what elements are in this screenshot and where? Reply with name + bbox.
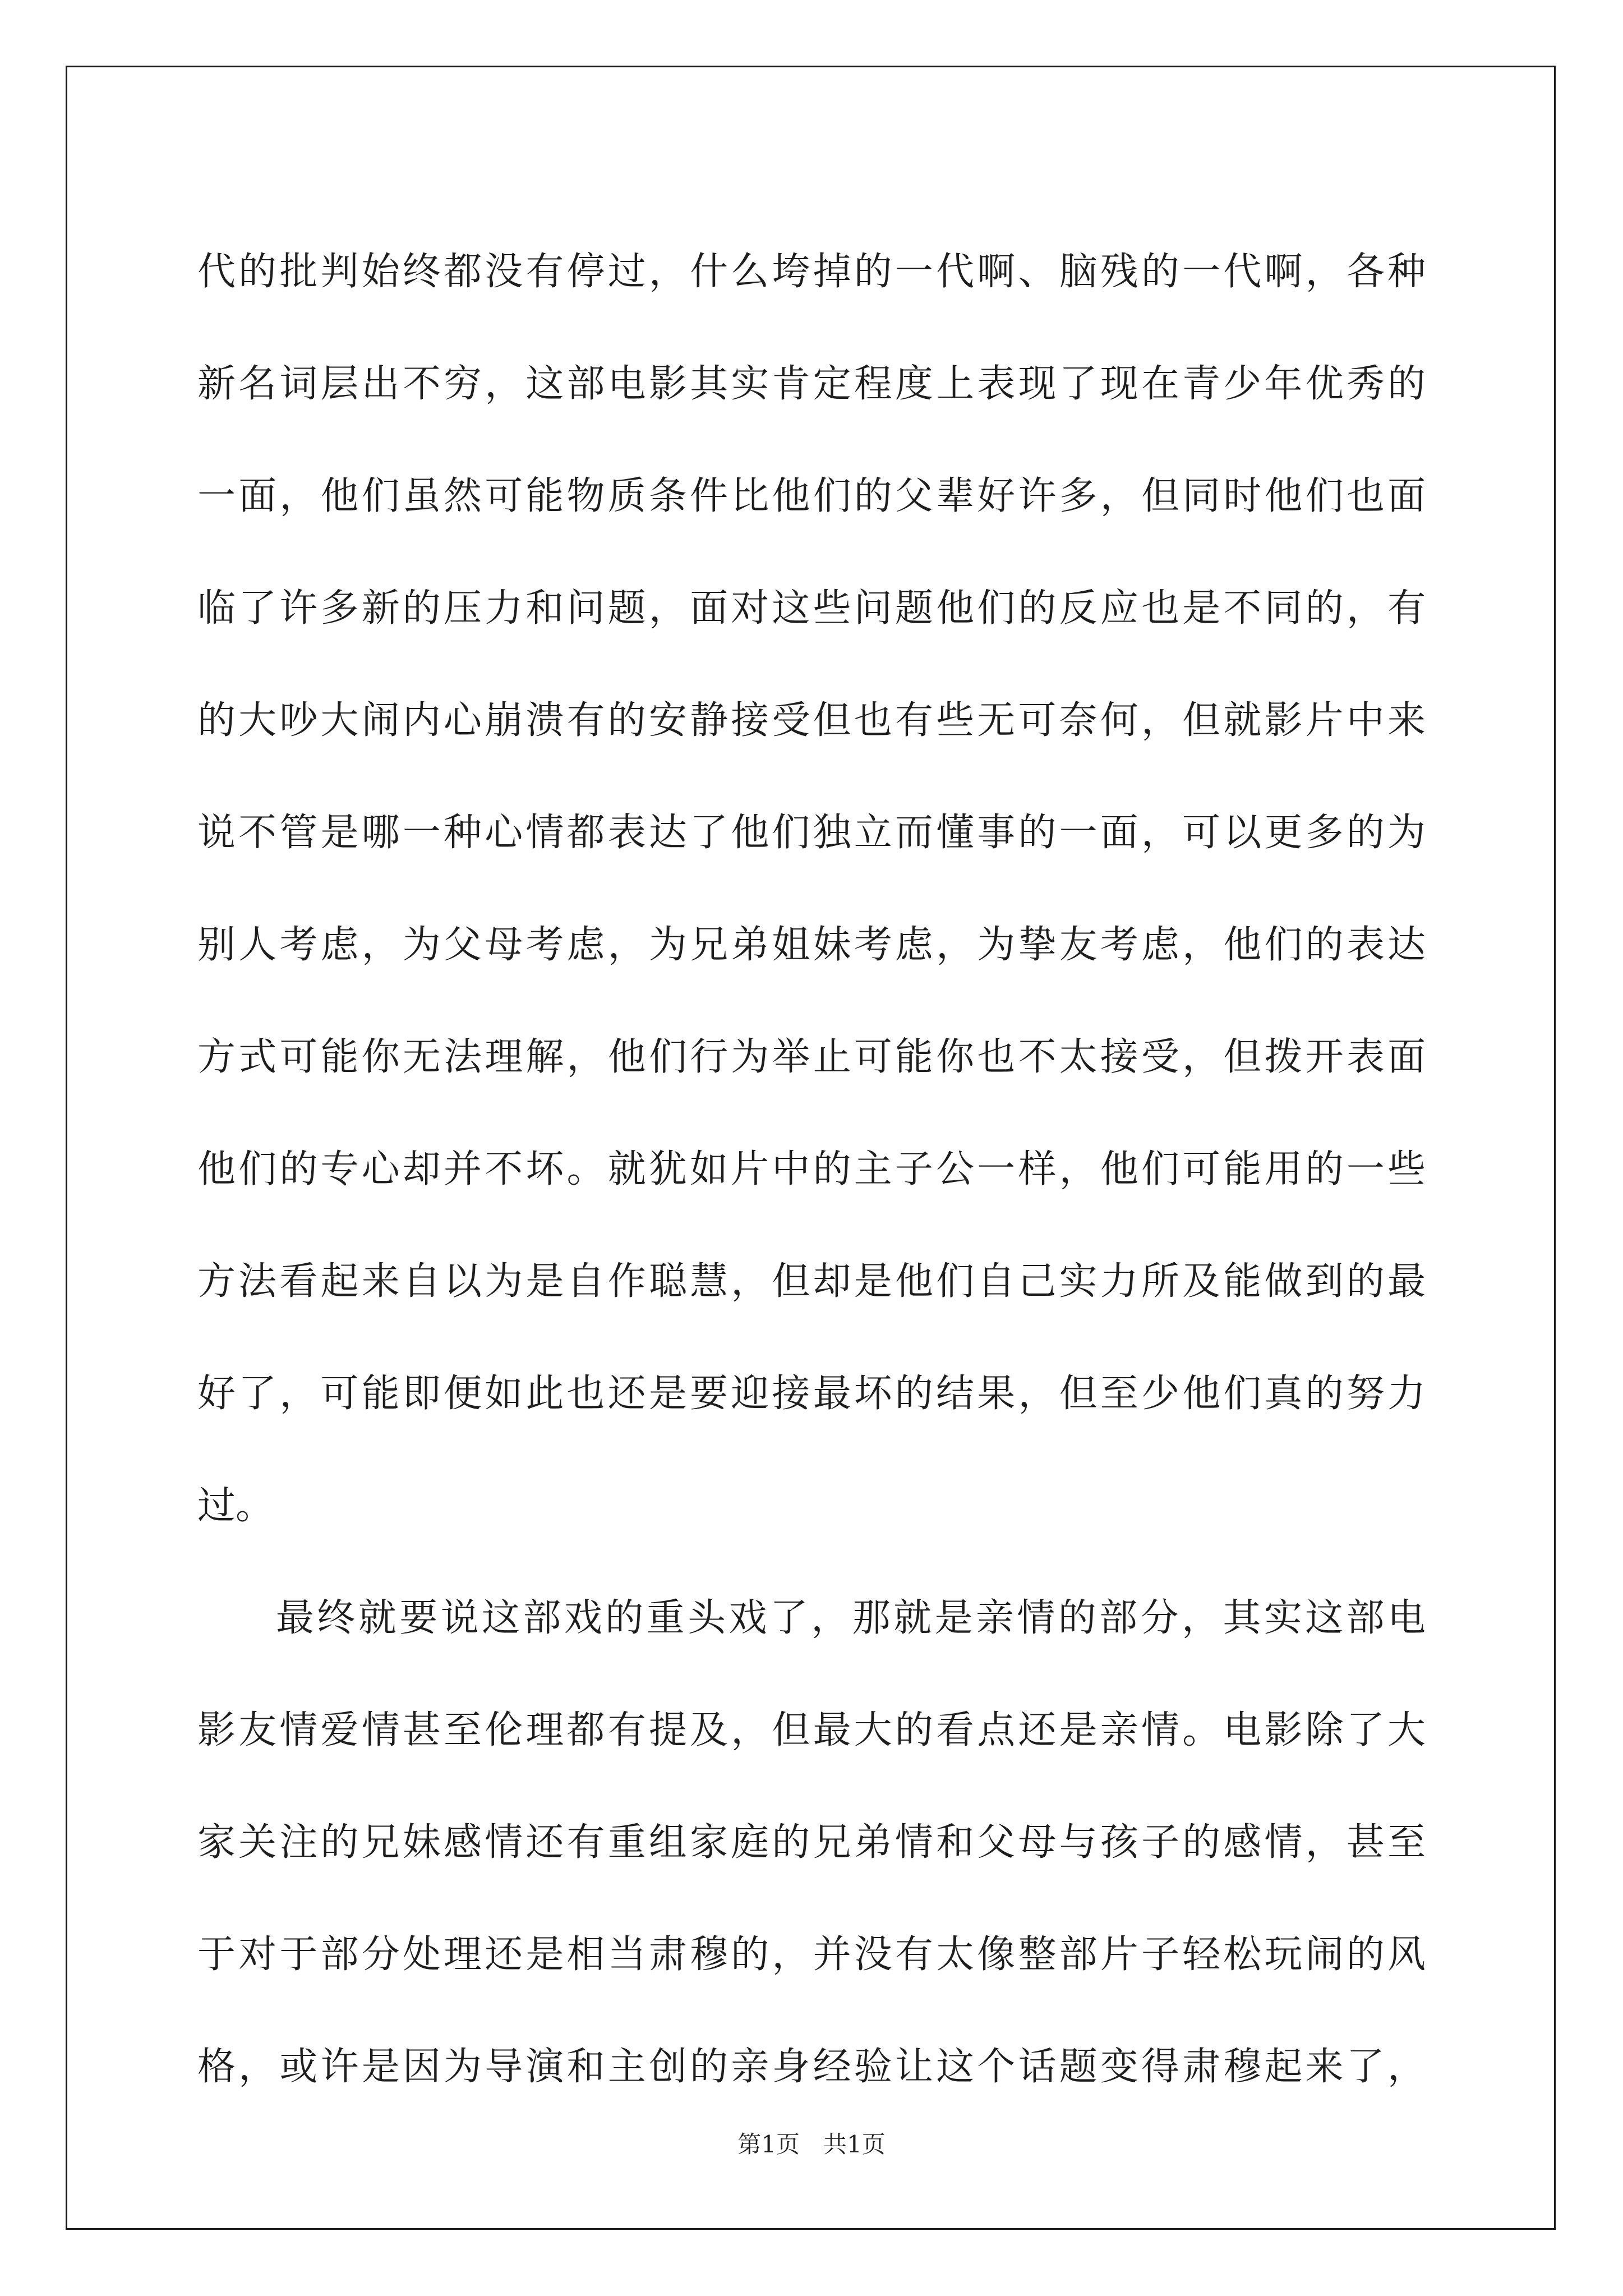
text-line: 家关注的兄妹感情还有重组家庭的兄弟情和父母与孩子的感情，甚至	[197, 1820, 1426, 1865]
text-line: 格，或许是因为导演和主创的亲身经验让这个话题变得肃穆起来了，	[197, 2045, 1426, 2089]
paragraph-first-line: 最终就要说这部戏的重头戏了，那就是亲情的部分，其实这部电	[276, 1596, 1426, 1640]
text-line: 方法看起来自以为是自作聪慧，但却是他们自己实力所及能做到的最	[197, 1259, 1426, 1304]
text-line: 他们的专心却并不坏。就犹如片中的主子公一样，他们可能用的一些	[197, 1147, 1426, 1191]
document-body	[197, 216, 1426, 2123]
text-line: 过。	[197, 1484, 274, 1528]
text-line: 一面，他们虽然可能物质条件比他们的父辈好许多，但同时他们也面	[197, 474, 1426, 518]
text-line: 好了，可能即便如此也还是要迎接最坏的结果，但至少他们真的努力	[197, 1372, 1426, 1416]
text-line: 说不管是哪一种心情都表达了他们独立而懂事的一面，可以更多的为	[197, 811, 1426, 855]
text-line: 影友情爱情甚至伦理都有提及，但最大的看点还是亲情。电影除了大	[197, 1708, 1426, 1752]
text-line: 方式可能你无法理解，他们行为举止可能你也不太接受，但拨开表面	[197, 1035, 1426, 1079]
text-line: 于对于部分处理还是相当肃穆的，并没有太像整部片子轻松玩闹的风	[197, 1932, 1426, 1977]
text-line: 临了许多新的压力和问题，面对这些问题他们的反应也是不同的，有	[197, 586, 1426, 631]
page-number-footer: 第1页 共1页	[737, 2131, 886, 2158]
text-line: 代的批判始终都没有停过，什么垮掉的一代啊、脑残的一代啊，各种	[197, 250, 1426, 294]
text-line: 别人考虑，为父母考虑，为兄弟姐妹考虑，为挚友考虑，他们的表达	[197, 923, 1426, 967]
text-line: 新名词层出不穷，这部电影其实肯定程度上表现了现在青少年优秀的	[197, 362, 1426, 406]
text-line: 的大吵大闹内心崩溃有的安静接受但也有些无可奈何，但就影片中来	[197, 698, 1426, 743]
